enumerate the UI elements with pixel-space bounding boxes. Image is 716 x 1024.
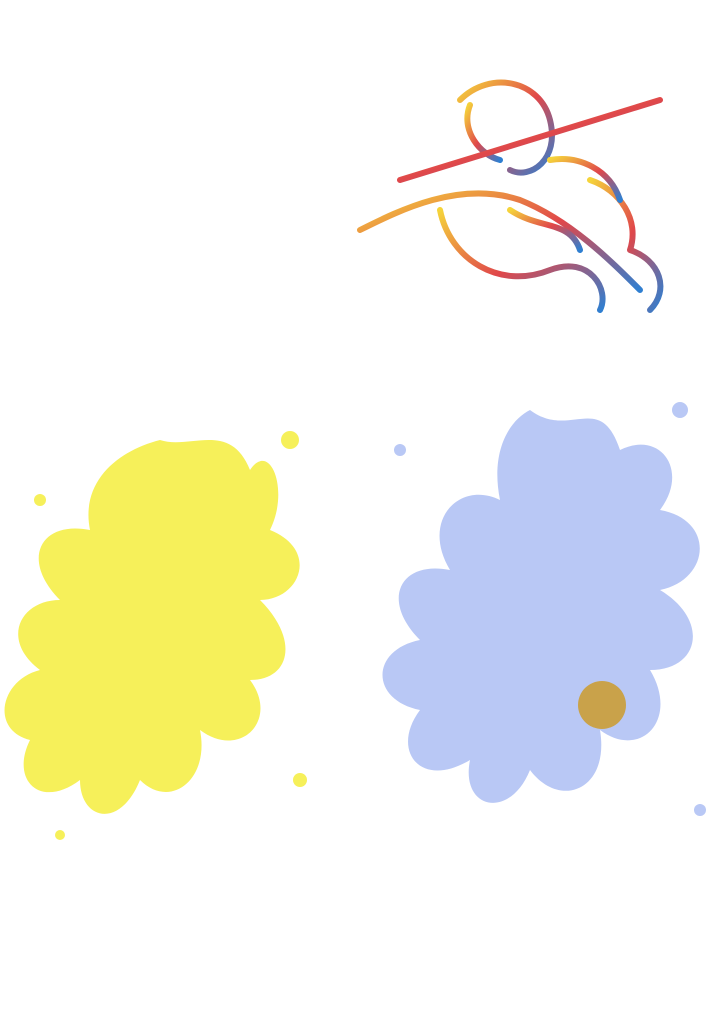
yellow-paint-splash [0, 380, 330, 850]
top-logo-row [70, 12, 650, 48]
violinist-illustration [340, 60, 710, 330]
farulli-100-badge [578, 681, 626, 729]
blue-paint-splash [360, 370, 716, 840]
